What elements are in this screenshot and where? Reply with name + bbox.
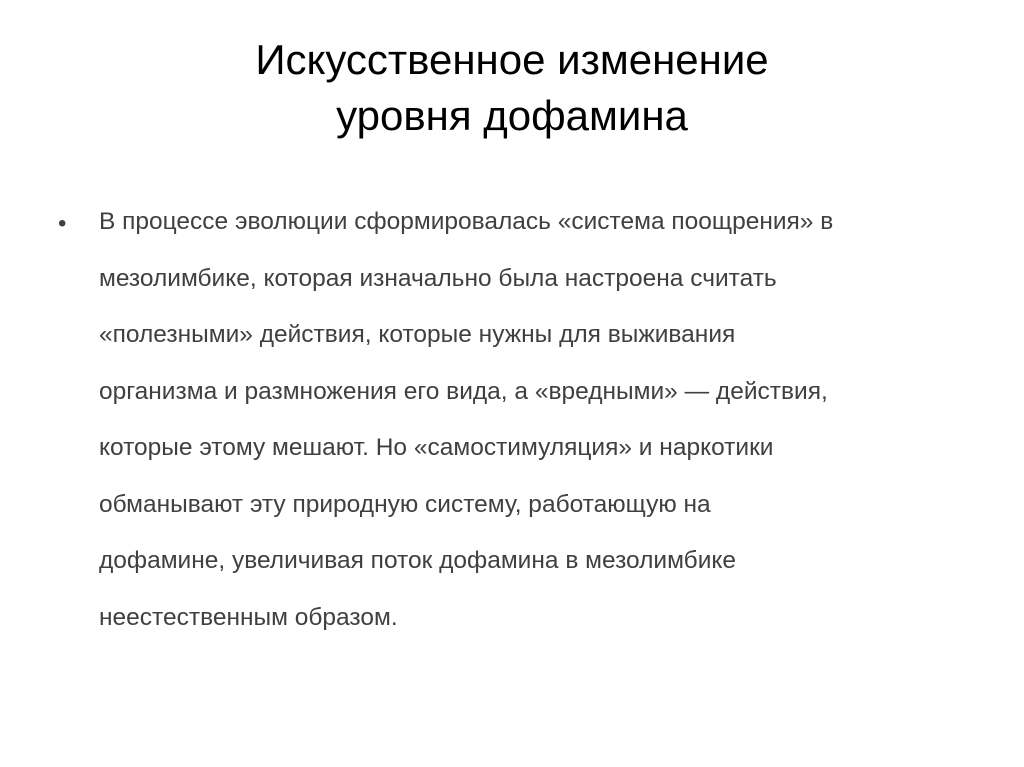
slide-title-line-1: Искусственное изменение	[255, 36, 769, 83]
bullet-dot-icon: •	[58, 210, 67, 237]
bullet-item	[52, 194, 972, 646]
slide-title-line-2: уровня дофамина	[336, 92, 688, 139]
bullet-line-7: дофамине, увеличивая поток дофамина в мезолимбике	[99, 547, 737, 574]
bullet-line-3: «полезными» действия, которые нужны для выживания	[99, 321, 736, 348]
bullet-line-5: которые этому мешают. Но «самостимуляция» и наркотики	[99, 434, 774, 461]
slide-body	[52, 194, 972, 646]
bullet-line-2: мезолимбике, которая изначально была настроена считать	[99, 264, 777, 292]
bullet-line-4: организма и размножения его вида, а «вредными» — действия,	[99, 377, 828, 405]
bullet-line-8: неестественным образом.	[99, 603, 398, 631]
bullet-line-1: В процессе эволюции сформировалась «система поощрения» в	[99, 208, 834, 235]
bullet-text	[99, 194, 972, 646]
slide-title	[0, 32, 1024, 144]
bullet-line-6: обманывают эту природную систему, работающую на	[99, 490, 711, 518]
